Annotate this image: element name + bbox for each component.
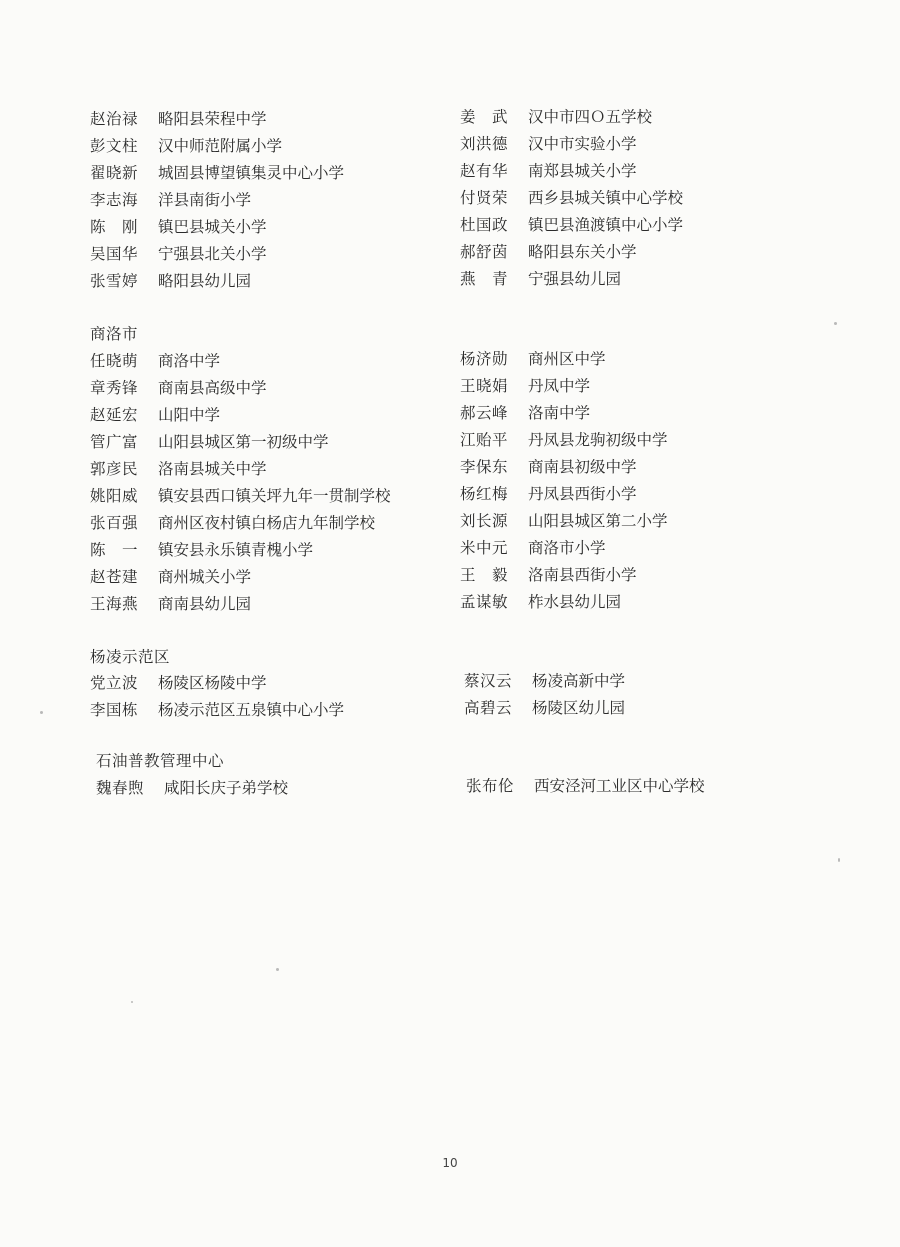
list-item (96, 776, 288, 800)
person-name: 蔡汉云 (464, 672, 513, 690)
school-name: 汉中市实验小学 (528, 135, 637, 153)
list-item (90, 592, 251, 616)
school-name: 西乡县城关镇中心学校 (528, 189, 684, 207)
school-name: 商州区中学 (528, 350, 606, 368)
list-item (90, 242, 267, 266)
school-name: 咸阳长庆子弟学校 (164, 779, 289, 797)
list-item (460, 509, 668, 533)
school-name: 商州城关小学 (158, 568, 252, 586)
school-name: 杨凌高新中学 (532, 672, 626, 690)
list-item (90, 484, 391, 508)
person-name: 郝云峰 (460, 404, 509, 422)
school-name: 镇安县永乐镇青槐小学 (158, 541, 314, 559)
list-item (90, 698, 344, 722)
school-name: 商南县幼儿园 (158, 595, 252, 613)
person-name: 郝舒茵 (460, 243, 509, 261)
school-name: 洛南县西街小学 (528, 566, 637, 584)
person-name: 张百强 (90, 514, 139, 532)
list-item (460, 267, 621, 291)
person-name: 李志海 (90, 191, 139, 209)
list-item (460, 455, 637, 479)
person-name: 杨红梅 (460, 485, 509, 503)
person-name: 赵治禄 (90, 110, 139, 128)
list-item (460, 213, 683, 237)
list-item (460, 347, 606, 371)
person-name: 陈 刚 (90, 218, 139, 236)
list-item (90, 107, 267, 131)
person-name: 郭彦民 (90, 460, 139, 478)
list-item (460, 374, 590, 398)
list-item (460, 536, 606, 560)
school-name: 杨陵区杨陵中学 (158, 674, 267, 692)
school-name: 汉中师范附属小学 (158, 137, 283, 155)
section-heading: 石油普教管理中心 (96, 752, 225, 770)
list-item (460, 563, 637, 587)
person-name: 姜 武 (460, 108, 509, 126)
school-name: 宁强县北关小学 (158, 245, 267, 263)
person-name: 赵延宏 (90, 406, 139, 424)
person-name: 付贤荣 (460, 189, 509, 207)
person-name: 张布伦 (466, 777, 515, 795)
school-name: 丹凤县西街小学 (528, 485, 637, 503)
person-name: 任晓萌 (90, 352, 139, 370)
list-item (460, 132, 637, 156)
list-item (90, 511, 375, 535)
person-name: 杨济勋 (460, 350, 509, 368)
school-name: 商南县高级中学 (158, 379, 267, 397)
scan-speck (276, 968, 279, 971)
scan-speck (834, 322, 837, 325)
person-name: 彭文柱 (90, 137, 139, 155)
list-item (90, 671, 267, 695)
school-name: 汉中市四Ｏ五学校 (528, 108, 653, 126)
person-name: 孟谋敏 (460, 593, 509, 611)
person-name: 燕 青 (460, 270, 509, 288)
person-name: 江贻平 (460, 431, 509, 449)
list-item (90, 376, 267, 400)
person-name: 高碧云 (464, 699, 513, 717)
list-item (460, 186, 683, 210)
scan-speck (131, 1001, 133, 1003)
section-heading: 商洛市 (90, 325, 139, 343)
list-item (90, 349, 220, 373)
list-item (460, 428, 668, 452)
school-name: 山阳县城区第二小学 (528, 512, 668, 530)
school-name: 城固县博望镇集灵中心小学 (158, 164, 345, 182)
school-name: 镇巴县城关小学 (158, 218, 267, 236)
list-item (90, 403, 220, 427)
school-name: 西安泾河工业区中心学校 (534, 777, 705, 795)
person-name: 李保东 (460, 458, 509, 476)
list-item (460, 240, 637, 264)
person-name: 米中元 (460, 539, 509, 557)
scan-speck (40, 711, 43, 714)
list-item (90, 215, 267, 239)
person-name: 陈 一 (90, 541, 139, 559)
person-name: 章秀锋 (90, 379, 139, 397)
school-name: 南郑县城关小学 (528, 162, 637, 180)
list-item (460, 401, 590, 425)
school-name: 山阳中学 (158, 406, 221, 424)
school-name: 山阳县城区第一初级中学 (158, 433, 329, 451)
school-name: 宁强县幼儿园 (528, 270, 622, 288)
school-name: 商洛中学 (158, 352, 221, 370)
school-name: 略阳县幼儿园 (158, 272, 252, 290)
school-name: 丹凤中学 (528, 377, 591, 395)
list-item (90, 538, 313, 562)
school-name: 杨陵区幼儿园 (532, 699, 626, 717)
school-name: 商州区夜村镇白杨店九年制学校 (158, 514, 376, 532)
list-item (466, 774, 705, 798)
person-name: 党立波 (90, 674, 139, 692)
person-name: 张雪婷 (90, 272, 139, 290)
person-name: 魏春煦 (96, 779, 145, 797)
list-item (90, 457, 267, 481)
person-name: 王晓娟 (460, 377, 509, 395)
list-item (90, 269, 251, 293)
school-name: 洛南中学 (528, 404, 591, 422)
person-name: 李国栋 (90, 701, 139, 719)
school-name: 商洛市小学 (528, 539, 606, 557)
school-name: 略阳县东关小学 (528, 243, 637, 261)
person-name: 翟晓新 (90, 164, 139, 182)
school-name: 商南县初级中学 (528, 458, 637, 476)
person-name: 王 毅 (460, 566, 509, 584)
person-name: 刘长源 (460, 512, 509, 530)
list-item (90, 430, 329, 454)
person-name: 管广富 (90, 433, 139, 451)
list-item (464, 669, 625, 693)
list-item (464, 696, 625, 720)
school-name: 洋县南街小学 (158, 191, 252, 209)
list-item (460, 590, 621, 614)
person-name: 赵有华 (460, 162, 509, 180)
school-name: 丹凤县龙驹初级中学 (528, 431, 668, 449)
school-name: 洛南县城关中学 (158, 460, 267, 478)
list-item (460, 482, 637, 506)
list-item (90, 188, 251, 212)
list-item (90, 161, 344, 185)
person-name: 杜国政 (460, 216, 509, 234)
list-item (460, 105, 652, 129)
list-item (90, 134, 282, 158)
person-name: 王海燕 (90, 595, 139, 613)
list-item (90, 565, 251, 589)
school-name: 柞水县幼儿园 (528, 593, 622, 611)
page-number: 10 (442, 1156, 458, 1170)
person-name: 姚阳威 (90, 487, 139, 505)
scan-speck (838, 858, 840, 862)
school-name: 镇巴县渔渡镇中心小学 (528, 216, 684, 234)
person-name: 赵苍建 (90, 568, 139, 586)
list-item (460, 159, 637, 183)
person-name: 吴国华 (90, 245, 139, 263)
school-name: 略阳县荣程中学 (158, 110, 267, 128)
school-name: 镇安县西口镇关坪九年一贯制学校 (158, 487, 391, 505)
person-name: 刘洪德 (460, 135, 509, 153)
school-name: 杨凌示范区五泉镇中心小学 (158, 701, 345, 719)
section-heading: 杨凌示范区 (90, 648, 171, 666)
